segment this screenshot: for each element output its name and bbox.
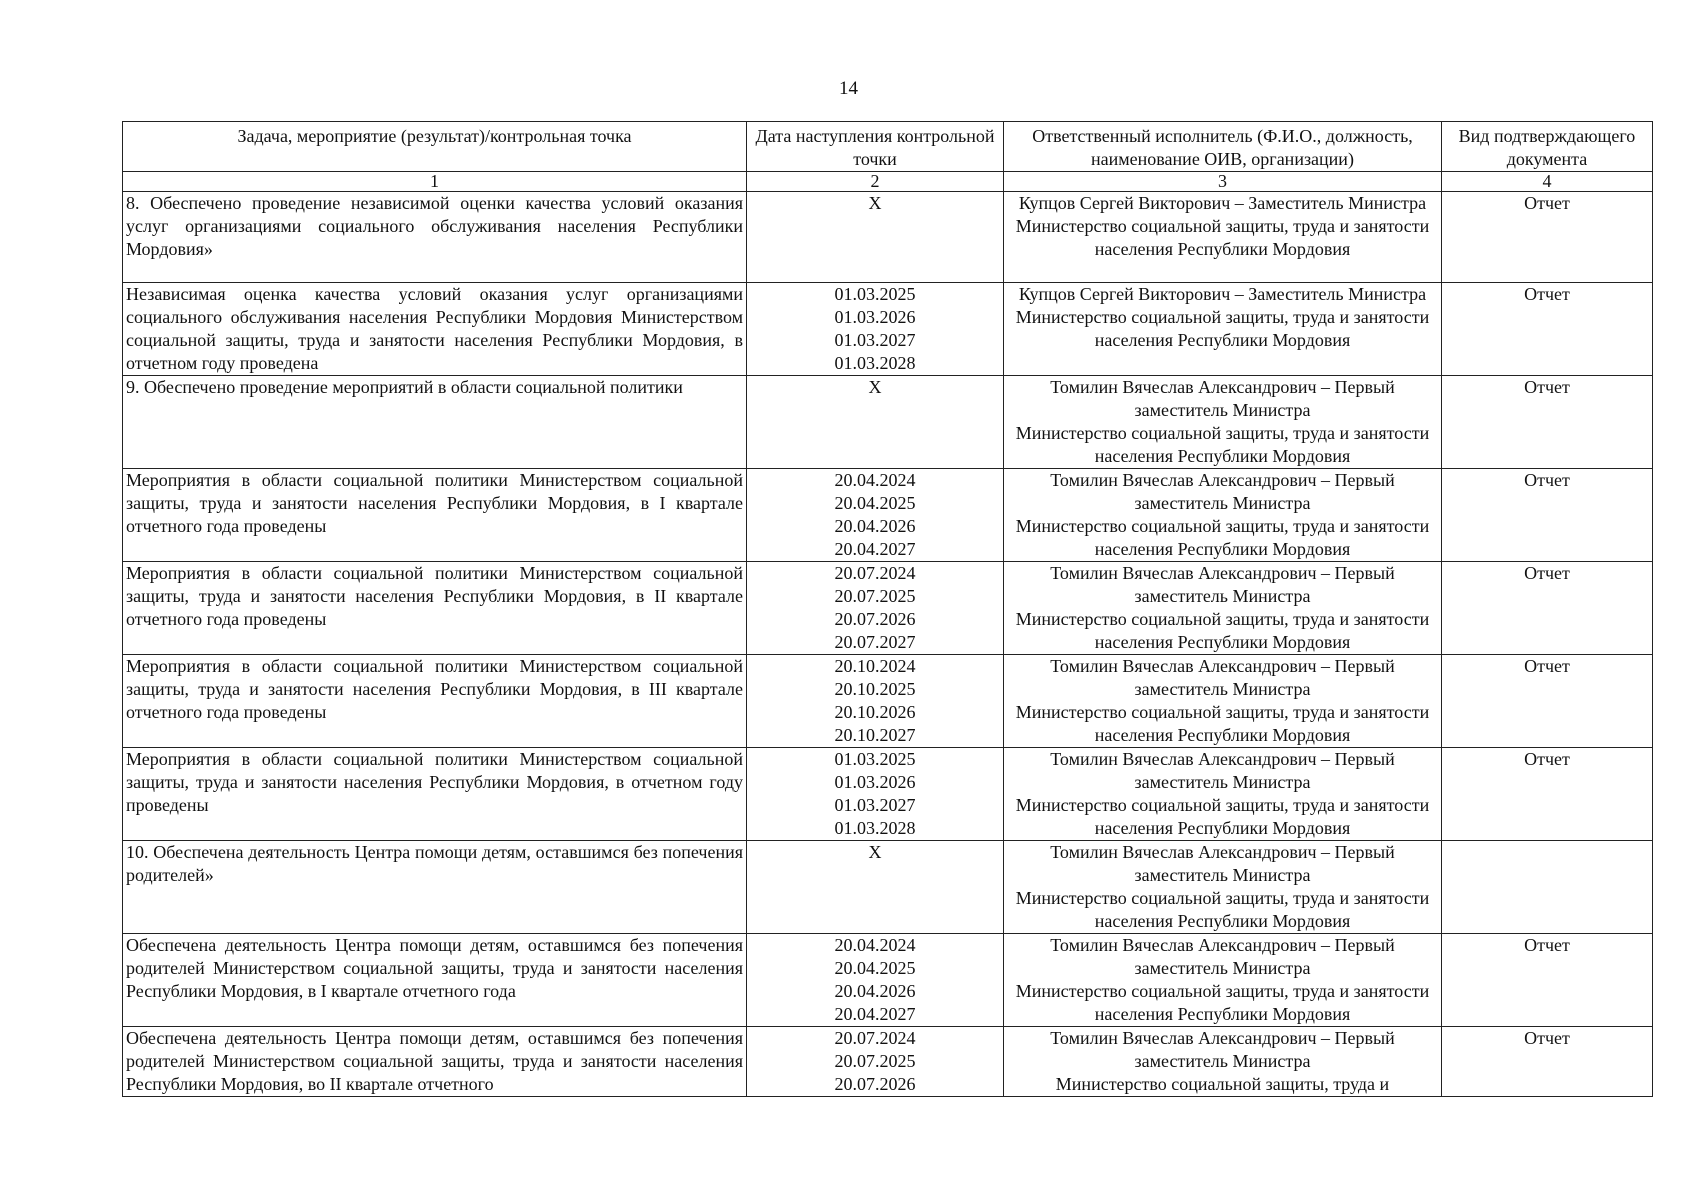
task-cell: 8. Обеспечено проведение независимой оценки качества условий оказания услуг организациями социального обслуживания населения Республики Мордовия» [123, 192, 747, 283]
column-number: 1 [123, 172, 747, 192]
control-date: 20.04.2024 [834, 935, 916, 955]
responsible-organization: Министерство социальной защиты, труда и занятости населения Республики Мордовия [1015, 307, 1430, 350]
task-cell: Мероприятия в области социальной политики Министерством социальной защиты, труда и занятости населения Республики Мордовия, в I квартале отчетного года проведены [123, 469, 747, 562]
responsible-cell [1004, 192, 1442, 283]
document-type-cell: Отчет [1442, 655, 1653, 748]
responsible-person: Томилин Вячеслав Александрович – Первый заместитель Министра [1050, 377, 1395, 420]
responsible-organization: Министерство социальной защиты, труда и занятости населения Республики Мордовия [1015, 888, 1430, 931]
responsible-person: Купцов Сергей Викторович – Заместитель Министра [1018, 284, 1427, 304]
date-cell [747, 841, 1004, 934]
header-responsible: Ответственный исполнитель (Ф.И.О., должность, наименование ОИВ, организации) [1004, 122, 1442, 172]
responsible-cell [1004, 376, 1442, 469]
responsible-person: Томилин Вячеслав Александрович – Первый заместитель Министра [1050, 935, 1395, 978]
responsible-person: Томилин Вячеслав Александрович – Первый заместитель Министра [1050, 563, 1395, 606]
task-cell: Обеспечена деятельность Центра помощи детям, оставшимся без попечения родителей Министерством социальной защиты, труда и занятости населения Республики Мордовия, в I квартале отчетного года [123, 934, 747, 1027]
control-date: 20.10.2024 [834, 656, 916, 676]
control-date: 01.03.2027 [834, 795, 916, 815]
control-date: 20.10.2027 [834, 725, 916, 745]
control-date: 01.03.2026 [834, 772, 916, 792]
date-cell [747, 748, 1004, 841]
document-type-cell: Отчет [1442, 1027, 1653, 1097]
responsible-cell [1004, 1027, 1442, 1097]
responsible-cell [1004, 748, 1442, 841]
control-date: 20.04.2027 [834, 539, 916, 559]
table-row [123, 1027, 1653, 1097]
responsible-organization: Министерство социальной защиты, труда и занятости населения Республики Мордовия [1015, 609, 1430, 652]
header-task: Задача, мероприятие (результат)/контрольная точка [123, 122, 747, 172]
task-cell: Мероприятия в области социальной политики Министерством социальной защиты, труда и занятости населения Республики Мордовия, в отчетном году проведены [123, 748, 747, 841]
document-type-cell: Отчет [1442, 934, 1653, 1027]
column-number: 4 [1442, 172, 1653, 192]
control-date: 20.10.2025 [834, 679, 916, 699]
header-row [123, 122, 1653, 172]
responsible-organization: Министерство социальной защиты, труда и занятости населения Республики Мордовия [1015, 702, 1430, 745]
control-date: 20.04.2026 [834, 516, 916, 536]
responsible-organization: Министерство социальной защиты, труда и занятости населения Республики Мордовия [1015, 216, 1430, 259]
table-row [123, 562, 1653, 655]
responsible-organization: Министерство социальной защиты, труда и занятости населения Республики Мордовия [1015, 516, 1430, 559]
task-cell: Мероприятия в области социальной политики Министерством социальной защиты, труда и занятости населения Республики Мордовия, в II квартале отчетного года проведены [123, 562, 747, 655]
document-type-cell: Отчет [1442, 469, 1653, 562]
control-date: 01.03.2028 [834, 818, 916, 838]
date-cell [747, 655, 1004, 748]
control-date: X [868, 842, 882, 862]
control-date: 20.04.2024 [834, 470, 916, 490]
date-cell [747, 1027, 1004, 1097]
task-cell: 10. Обеспечена деятельность Центра помощи детям, оставшимся без попечения родителей» [123, 841, 747, 934]
table-row [123, 283, 1653, 376]
task-cell: Мероприятия в области социальной политики Министерством социальной защиты, труда и занятости населения Республики Мордовия, в III квартале отчетного года проведены [123, 655, 747, 748]
control-date: 01.03.2027 [834, 330, 916, 350]
date-cell [747, 192, 1004, 283]
control-date: 20.07.2027 [834, 632, 916, 652]
responsible-cell [1004, 562, 1442, 655]
table-header [123, 122, 1653, 192]
task-cell: Обеспечена деятельность Центра помощи детям, оставшимся без попечения родителей Министерством социальной защиты, труда и занятости населения Республики Мордовия, во II квартале отчетного [123, 1027, 747, 1097]
task-cell: Независимая оценка качества условий оказания услуг организациями социального обслуживания населения Республики Мордовия Министерством социальной защиты, труда и занятости населения Республики Мордовия, в отчетном году проведена [123, 283, 747, 376]
header-document: Вид подтверждающего документа [1442, 122, 1653, 172]
date-cell [747, 283, 1004, 376]
responsible-person: Томилин Вячеслав Александрович – Первый заместитель Министра [1050, 749, 1395, 792]
table-row [123, 469, 1653, 562]
date-cell [747, 376, 1004, 469]
control-date: 20.07.2025 [834, 586, 916, 606]
document-type-cell: Отчет [1442, 748, 1653, 841]
responsible-organization: Министерство социальной защиты, труда и занятости населения Республики Мордовия [1015, 423, 1430, 466]
date-cell [747, 469, 1004, 562]
document-type-cell: Отчет [1442, 283, 1653, 376]
control-date: 20.04.2025 [834, 493, 916, 513]
table-row [123, 376, 1653, 469]
responsible-person: Томилин Вячеслав Александрович – Первый заместитель Министра [1050, 1028, 1395, 1071]
control-date: 01.03.2026 [834, 307, 916, 327]
responsible-cell [1004, 655, 1442, 748]
control-date: 20.04.2027 [834, 1004, 916, 1024]
responsible-person: Купцов Сергей Викторович – Заместитель Министра [1018, 193, 1427, 213]
control-date: 20.10.2026 [834, 702, 916, 722]
responsible-organization: Министерство социальной защиты, труда и [1055, 1074, 1390, 1094]
table-row [123, 192, 1653, 283]
control-date: 20.04.2025 [834, 958, 916, 978]
control-points-table [122, 121, 1653, 1097]
document-type-cell [1442, 841, 1653, 934]
control-date: X [868, 193, 882, 213]
date-cell [747, 934, 1004, 1027]
responsible-cell [1004, 283, 1442, 376]
control-date: 01.03.2025 [834, 284, 916, 304]
table-row [123, 655, 1653, 748]
responsible-cell [1004, 841, 1442, 934]
responsible-cell [1004, 934, 1442, 1027]
column-number: 3 [1004, 172, 1442, 192]
column-numbers-row [123, 172, 1653, 192]
column-number: 2 [747, 172, 1004, 192]
control-date: 20.04.2026 [834, 981, 916, 1001]
task-cell: 9. Обеспечено проведение мероприятий в области социальной политики [123, 376, 747, 469]
control-date: 01.03.2025 [834, 749, 916, 769]
control-date: 20.07.2025 [834, 1051, 916, 1071]
responsible-cell [1004, 469, 1442, 562]
table-row [123, 748, 1653, 841]
control-date: 20.07.2026 [834, 609, 916, 629]
table-row [123, 934, 1653, 1027]
control-date: 20.07.2026 [834, 1074, 916, 1094]
document-type-cell: Отчет [1442, 192, 1653, 283]
control-date: 20.07.2024 [834, 563, 916, 583]
responsible-person: Томилин Вячеслав Александрович – Первый заместитель Министра [1050, 842, 1395, 885]
page-number: 14 [839, 78, 858, 99]
responsible-organization: Министерство социальной защиты, труда и занятости населения Республики Мордовия [1015, 795, 1430, 838]
control-date: 01.03.2028 [834, 353, 916, 373]
table-row [123, 841, 1653, 934]
date-cell [747, 562, 1004, 655]
table-body [123, 192, 1653, 1097]
control-date: X [868, 377, 882, 397]
document-type-cell: Отчет [1442, 376, 1653, 469]
header-date: Дата наступления контрольной точки [747, 122, 1004, 172]
control-date: 20.07.2024 [834, 1028, 916, 1048]
responsible-person: Томилин Вячеслав Александрович – Первый заместитель Министра [1050, 656, 1395, 699]
document-type-cell: Отчет [1442, 562, 1653, 655]
responsible-person: Томилин Вячеслав Александрович – Первый заместитель Министра [1050, 470, 1395, 513]
responsible-organization: Министерство социальной защиты, труда и занятости населения Республики Мордовия [1015, 981, 1430, 1024]
